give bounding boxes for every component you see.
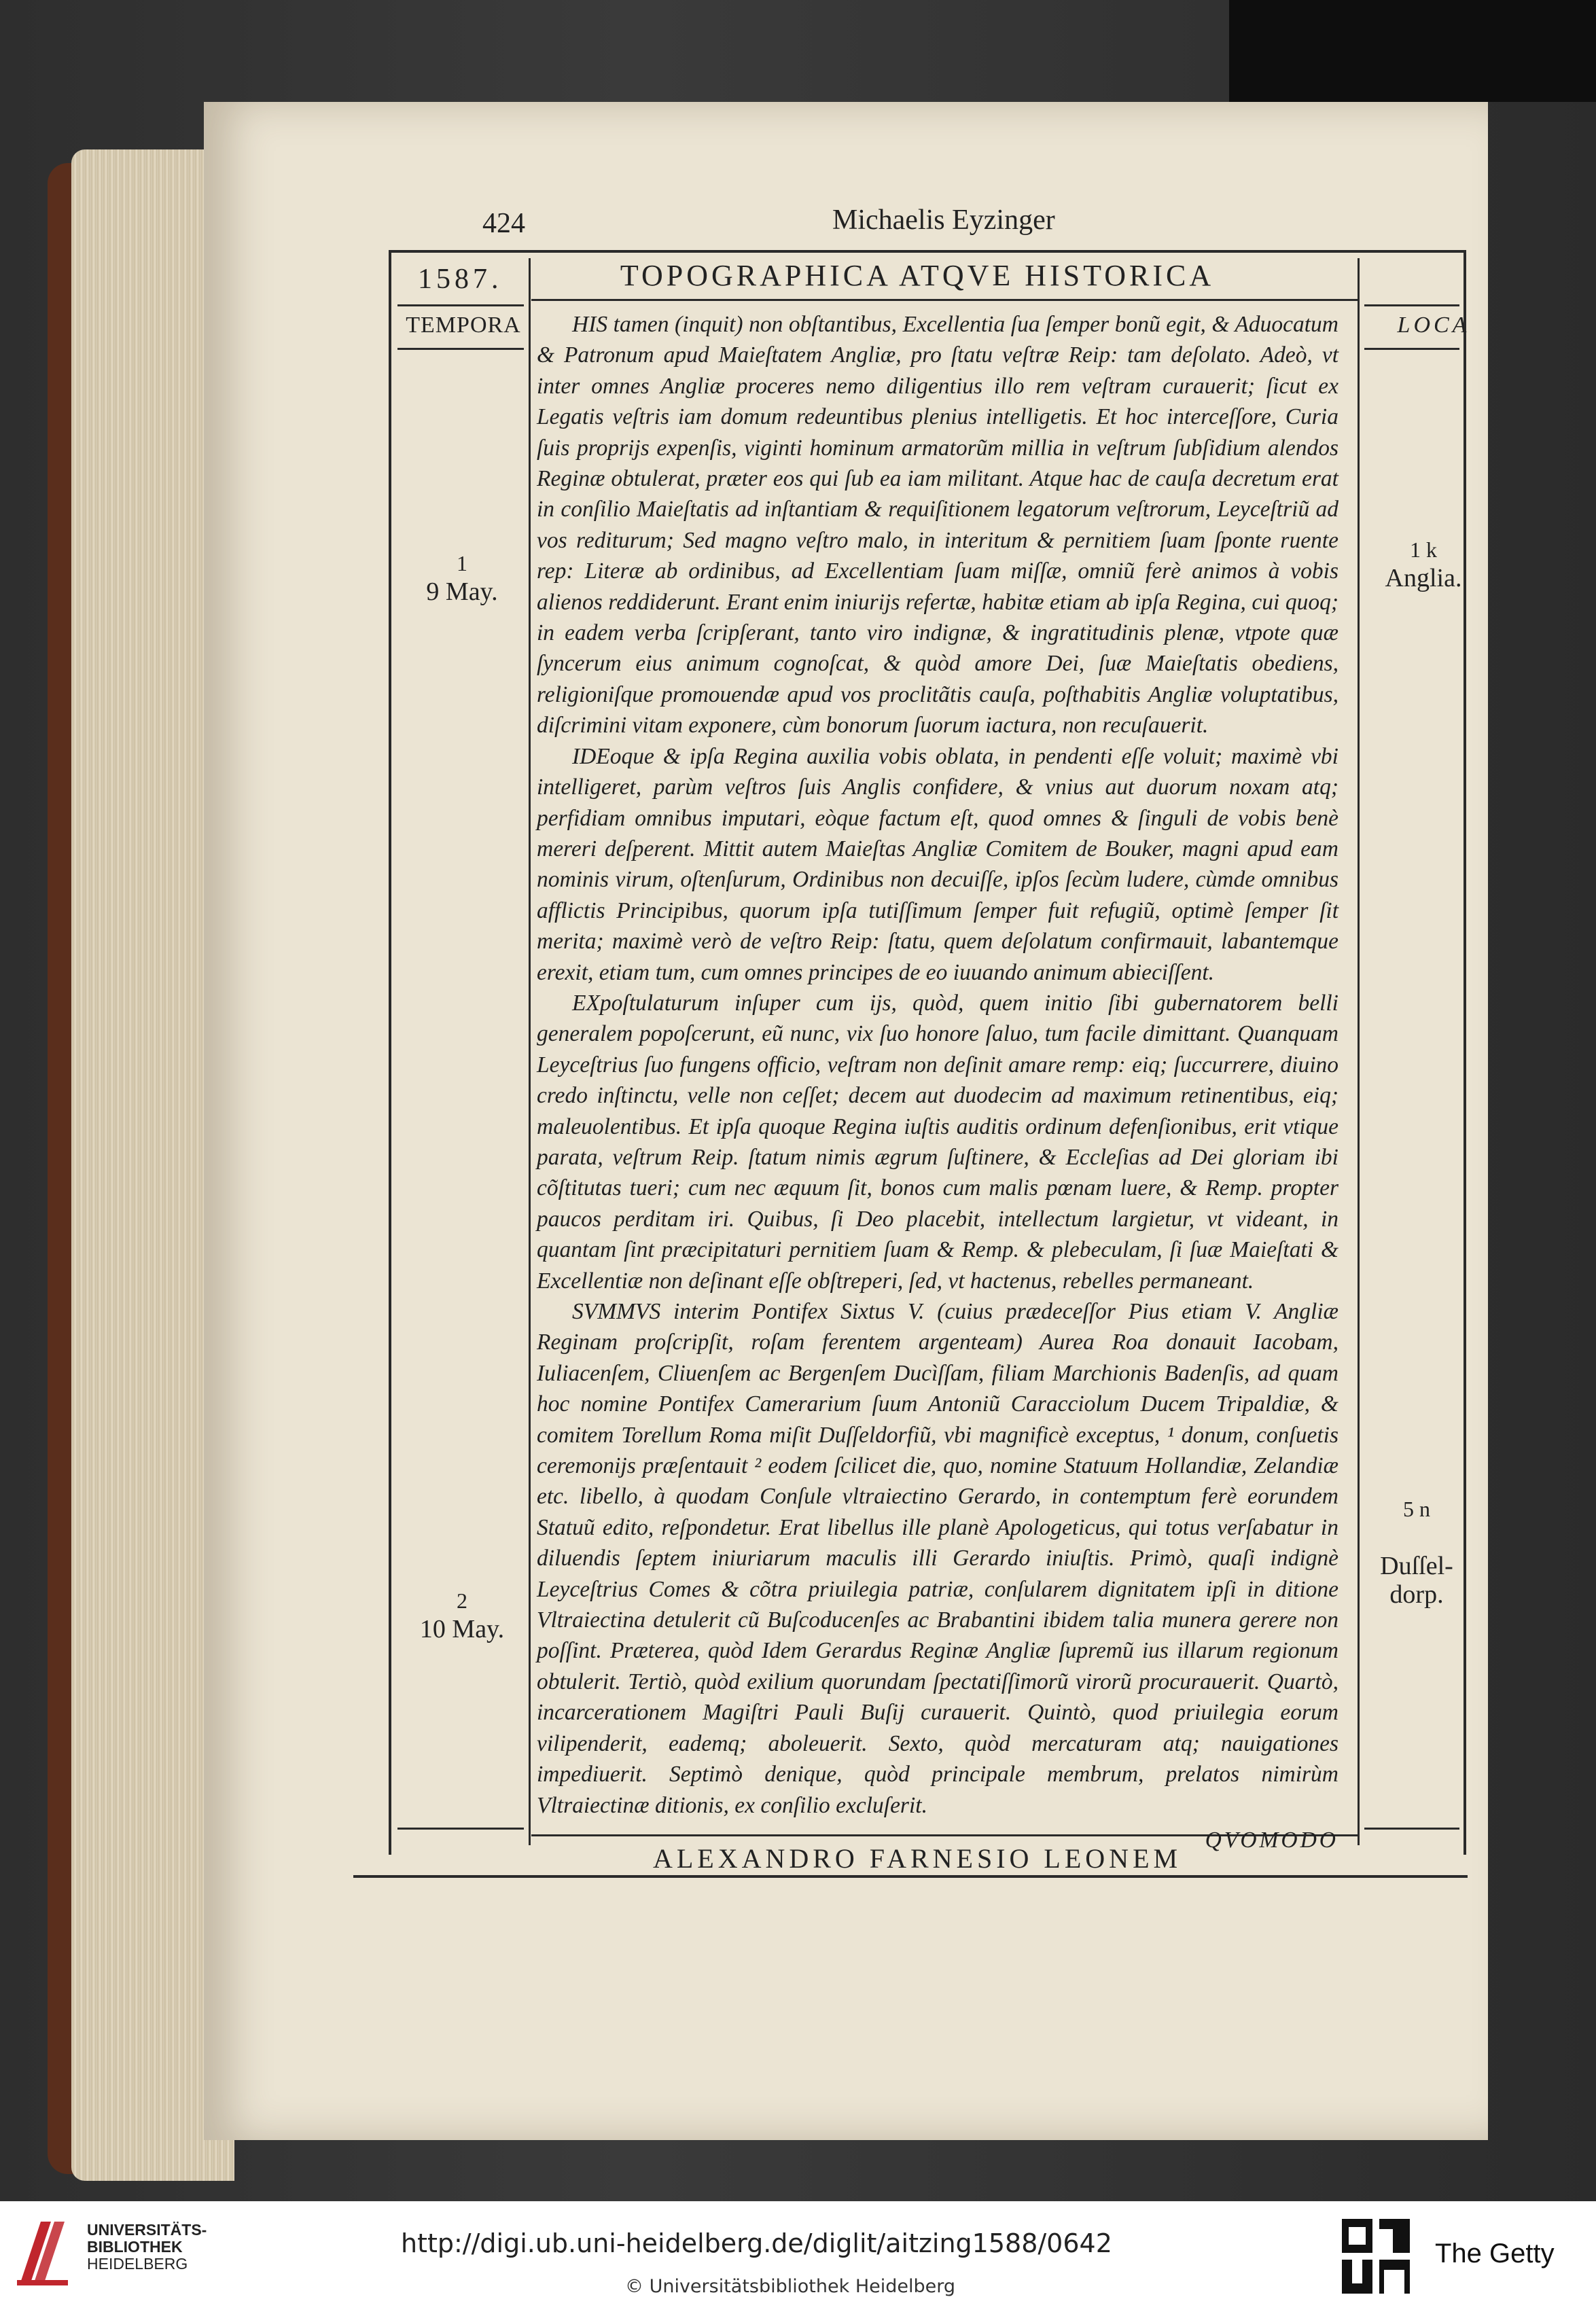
right-label-rule-bottom <box>1364 348 1459 350</box>
getty-name: The Getty <box>1435 2239 1555 2268</box>
frame-bottom-line <box>353 1875 1468 1878</box>
year: 1587. <box>418 264 503 295</box>
running-title: Michaelis Eyzinger <box>832 204 1055 236</box>
library-name-line: HEIDELBERG <box>87 2255 188 2273</box>
margin-note-number: 5 n <box>1403 1497 1430 1521</box>
margin-note-place-1 <box>1366 535 1481 592</box>
margin-note-place-2 <box>1366 1466 1468 1609</box>
left-label-rule-top <box>397 304 524 306</box>
margin-note-text: 10 May. <box>419 1615 505 1643</box>
paragraph: SVMMVS interim Pontifex Sixtus V. (cuius prædeceſſor Pius etiam V. Angliæ Reginam proſcripſit, roſam ferentem argenteam) Aurea Roa donauit Iacobam, Iuliacenſem, Cliuenſem ac Bergenſem Ducìſſam, filiam Marchionis Badenſis, ad quam hoc nomine Pontifex Camerarium ſuum Antoniũ Caracciolum Ducem Tripaldiæ, & comitem Torellum Roma miſit Duſſeldorfiũ, vbi magnificè exceptus, ¹ donum, conſuetis ceremonijs præſentauit ² eodem ſcilicet die, quo, nomine Statuum Hollandiæ, Zelandiæ etc. libello, à quodam Conſule vltraiectino Gerardo, in contemptum ferè eorundem Statuũ edito, reſpondetur. Erat libellus ille planè Apologeticus, qui totus verſabatur in diluendis ſeptem iniuriarum maculis illi Gerardo iniuſtis. Primò, quaſi indignè Leyceſtrius Comes & cõtra priuilegia patriæ, conſularem dignitatem ipſi in ditione Vltraiectina detulerit cũ Buſcoducenſes ac Brabantini ibidem talia munera gerere non poſſint. Præterea, quòd Idem Gerardus Reginæ Angliæ ſupremũ ius illarum regionum obtulerit. Tertiò, quòd exilium quorundam ſpectatiſſimorũ virorũ procurauerit. Quartò, incarcerationem Magiſtri Pauli Buſij curauerit. Quintò, quod priuilegia eorum vilipenderit, eademq; aboleuerit. Sexto, quòd mercaturam atq; nauigationes impediuerit. Septimò denique, quòd principale membrum, prelatos nimirùm Vltraiectinæ ditionis, ex conſilio excluſerit. <box>537 1299 1338 1818</box>
library-name-line: BIBLIOTHEK <box>87 2238 183 2256</box>
catchword: QVOMODO <box>1205 1827 1338 1853</box>
paragraph: IDEoque & ipſa Regina auxilia vobis oblata, in pendenti eſſe voluit; maximè vbi intelligeret, parùm veſtros ſuis Anglis confidere, & vnius aut duorum noxam atq; perfidiam omnibus imputari, eòque factum eſt, quod omnes & ſinguli de vobis benè mereri deſperent. Mittit autem Maieſtas Angliæ Comitem de Bouker, magni apud eam nominis virum, oſtenſurum, Ordinibus non decuiſſe, ipſos ſecùm ludere, cùmde omnibus afflictis Principibus, quorum ipſa tutiſſimum ſemper fuit refugiũ, optimè ſemper ſit merita; maximè verò de veſtro Reip: ſtatu, quem deſolatum confirmauit, labantemque erexit, etiam tum, cum omnes principes de eo iuuando animum abieciſſent. <box>537 743 1338 985</box>
frame-right-line <box>1464 250 1466 1855</box>
bottom-rule-right <box>1364 1828 1459 1830</box>
left-label-rule-bottom <box>397 348 524 350</box>
margin-note-number: 1 k <box>1410 537 1437 562</box>
column-label-loca: LOCA <box>1397 313 1470 338</box>
margin-note-text: Anglia. <box>1385 564 1462 592</box>
right-label-rule-top <box>1364 304 1459 306</box>
library-name <box>87 2222 207 2273</box>
margin-note-date-1 <box>408 549 516 606</box>
margin-note-text: 9 May. <box>426 577 498 606</box>
frame-inner-left-line <box>529 258 531 1845</box>
university-library-logo-icon[interactable] <box>14 2215 75 2290</box>
bottom-rule-left <box>397 1828 524 1830</box>
title-underline <box>531 299 1358 301</box>
margin-note-date-2 <box>401 1586 523 1643</box>
margin-note-number: 1 <box>457 551 467 575</box>
paragraph: EXpoſtulaturum inſuper cum ijs, quòd, quem initio ſibi gubernatorem belli generalem popoſcerunt, eũ nunc, vix ſuo honore ſaluo, tum facile dimittant. Quanquam Leyceſtrius ſuo fungens officio, veſtram non deſinit amare remp: eiq; ſuccurrere, diuino credo inſtinctu, velle non ceſſet; decem aut duodecim ad maximum retinentibus, eiq; maleuolentibus. Et ipſa quoque Regina iuſtis auditis ordinum defenſionibus, erit vtique parata, veſtrum Reip. ſtatum nimis ægrum ſuſtinere, & Eccleſias ad Dei gloriam ibi cõſtitutas tueri; cum nec æquum ſit, bonos cum malis pœnam luere, & Remp. propter paucos perditam iri. Quibus, ſi Deo placebit, intellectum largietur, vt videant, in quantam ſint præcipitaturi pernitiem ſuam & Remp. & plebeculam, ſi ſuæ Maieſtati & Excellentiæ non deſinant eſſe obſtreperi, ſed, vt hactenus, rebelles permaneant. <box>537 990 1338 1294</box>
paragraph: HIS tamen (inquit) non obſtantibus, Excellentia ſua ſemper bonũ egit, & Aduocatum & Patronum apud Maieſtatem Angliæ, pro ſtatu veſtræ Reip: tam deſolato. Adeò, vt inter omnes Angliæ proceres nemo diligentius illo rem veſtram curauerit; ſicut ex Legatis veſtris iam domum redeuntibus plenius intelligetis. Et hoc interceſſore, Curia ſuis proprijs expenſis, viginti hominum armatorũm millia in veſtrum ſubſidium alendos Reginæ obtulerat, præter eos qui ſub ea iam militant. Atque hac de cauſa decretum erat in conſilio Maieſtatis ad inſtantiam & requiſitionem legatorum veſtrorum, Leyceſtriũ ad vos rediturum; Sed magno veſtro malo, in interitum & pernitiem ſuam ſponte ruente rep: Literæ ab ordinibus, ad Excellentiam ſuam miſſæ, omniũ ferè animos à vobis alienos reddiderunt. Erant enim iniurijs refertæ, habitæ etiam ab ipſa Regina, cui quoq; in eadem verba ſcripſerant, tanto viro indignæ, & ingratitudinis plenæ, vtpote quæ ſyncerum eius animum cognoſcat, & quòd amore Dei, ſuæ Maieſtatis obediens, religioniſque promouendæ apud vos proclitãtis cauſa, poſthabitis Angliæ voluptatibus, diſcrimini vitam exponere, cùm bonorum ſuorum iactura, non recuſauerit. <box>537 312 1338 738</box>
column-label-tempora: TEMPORA <box>406 313 521 338</box>
scan-corner <box>1229 0 1596 102</box>
copyright-notice: © Universitätsbibliothek Heidelberg <box>625 2276 956 2297</box>
viewer-footer <box>0 2201 1596 2314</box>
frame-top-line <box>389 250 1466 253</box>
section-title: TOPOGRAPHICA ATQVE HISTORICA <box>620 259 1215 292</box>
bottom-line-text: ALEXANDRO FARNESIO LEONEM <box>652 1843 1182 1874</box>
frame-inner-right-line <box>1358 258 1360 1845</box>
page-number: 424 <box>482 208 525 239</box>
frame-left-line <box>389 250 391 1855</box>
library-name-line: UNIVERSITÄTS- <box>87 2221 207 2239</box>
getty-logo-icon[interactable] <box>1342 2219 1410 2294</box>
permalink-url[interactable]: http://digi.ub.uni-heidelberg.de/diglit/aitzing1588/0642 <box>401 2228 1112 2258</box>
body-text <box>537 309 1338 1855</box>
margin-note-number: 2 <box>457 1588 467 1613</box>
margin-note-text: Duſſel- dorp. <box>1380 1552 1453 1609</box>
